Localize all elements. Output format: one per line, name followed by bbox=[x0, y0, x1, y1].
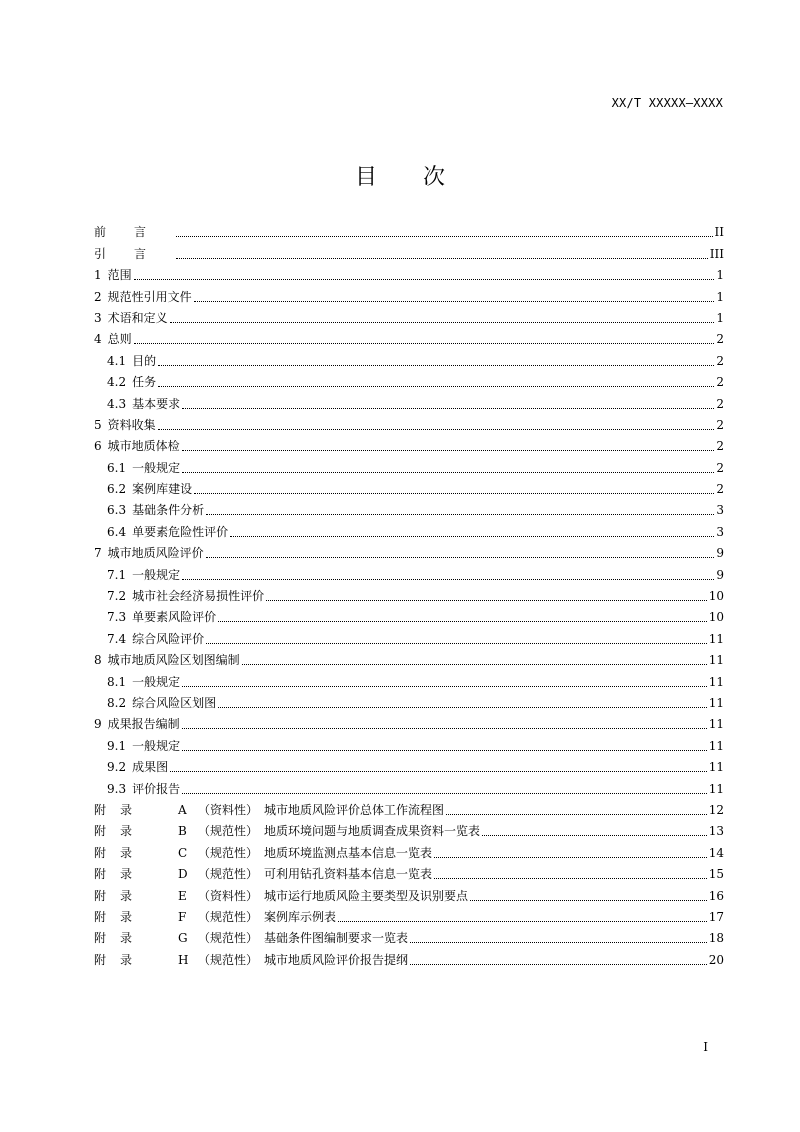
toc-entry-title: 一般规定 bbox=[132, 567, 181, 582]
toc-entry-page: 9 bbox=[716, 546, 724, 561]
toc-entry-number: 5 bbox=[94, 417, 102, 432]
toc-entry-number: 9.1 bbox=[107, 738, 127, 753]
toc-appendix-entry[interactable] bbox=[94, 860, 724, 881]
toc-entry[interactable] bbox=[94, 389, 724, 410]
toc-leader-dots bbox=[182, 407, 714, 409]
toc-entry[interactable] bbox=[94, 304, 724, 325]
appendix-label: 附录 bbox=[94, 909, 147, 924]
toc-entry[interactable] bbox=[94, 346, 724, 367]
toc-entry-title: 城市地质风险区划图编制 bbox=[107, 653, 240, 668]
toc-entry-title: 一般规定 bbox=[132, 674, 181, 689]
toc-entry-number: 4.3 bbox=[107, 396, 127, 411]
toc-leader-dots bbox=[410, 963, 707, 965]
toc-entry[interactable] bbox=[94, 475, 724, 496]
toc-entry-page: 9 bbox=[716, 567, 724, 582]
toc-leader-dots bbox=[338, 920, 707, 922]
toc-leader-dots bbox=[206, 513, 714, 515]
toc-entry-title: 任务 bbox=[132, 375, 157, 390]
toc-leader-dots bbox=[434, 856, 707, 858]
document-code: XX/T XXXXX—XXXX bbox=[611, 96, 723, 110]
appendix-letter: G bbox=[178, 931, 188, 946]
appendix-page: 17 bbox=[708, 909, 724, 924]
appendix-letter: H bbox=[178, 952, 189, 967]
toc-entry[interactable] bbox=[94, 218, 724, 239]
appendix-letter: D bbox=[178, 867, 188, 882]
toc-leader-dots bbox=[218, 706, 707, 708]
toc-leader-dots bbox=[230, 535, 714, 537]
appendix-page: 14 bbox=[708, 845, 724, 860]
toc-entry-title: 前言 bbox=[94, 225, 175, 240]
toc-entry-title: 成果图 bbox=[132, 760, 169, 775]
toc-entry-title: 术语和定义 bbox=[107, 310, 168, 325]
toc-entry[interactable] bbox=[94, 325, 724, 346]
toc-entry-title: 资料收集 bbox=[107, 417, 156, 432]
toc-entry-title: 评价报告 bbox=[132, 781, 181, 796]
toc-entry[interactable] bbox=[94, 560, 724, 581]
table-of-contents bbox=[94, 218, 724, 967]
appendix-label: 附录 bbox=[94, 952, 147, 967]
toc-entry-page: 3 bbox=[716, 524, 724, 539]
toc-appendix-entry[interactable] bbox=[94, 903, 724, 924]
toc-entry-page: 1 bbox=[716, 268, 724, 283]
appendix-label: 附录 bbox=[94, 931, 147, 946]
appendix-type: （规范性） bbox=[198, 867, 259, 882]
toc-entry[interactable] bbox=[94, 539, 724, 560]
toc-appendix-entry[interactable] bbox=[94, 881, 724, 902]
appendix-title: 可利用钻孔资料基本信息一览表 bbox=[264, 867, 433, 882]
toc-entry[interactable] bbox=[94, 496, 724, 517]
toc-entry-title: 城市社会经济易损性评价 bbox=[132, 589, 265, 604]
toc-entry[interactable] bbox=[94, 753, 724, 774]
toc-entry-page: 10 bbox=[708, 589, 724, 604]
appendix-letter: E bbox=[178, 888, 187, 903]
appendix-label: 附录 bbox=[94, 888, 147, 903]
appendix-label: 附录 bbox=[94, 824, 147, 839]
toc-entry-page: 3 bbox=[716, 503, 724, 518]
toc-entry-page: 10 bbox=[708, 610, 724, 625]
toc-entry-page: 2 bbox=[716, 375, 724, 390]
toc-entry[interactable] bbox=[94, 710, 724, 731]
toc-entry-page: 2 bbox=[716, 396, 724, 411]
appendix-type: （规范性） bbox=[198, 952, 259, 967]
toc-leader-dots bbox=[182, 792, 707, 794]
toc-entry-page: III bbox=[709, 246, 724, 261]
toc-entry[interactable] bbox=[94, 517, 724, 538]
toc-entry-page: 2 bbox=[716, 332, 724, 347]
toc-leader-dots bbox=[170, 321, 715, 323]
toc-leader-dots bbox=[434, 877, 707, 879]
toc-entry[interactable] bbox=[94, 731, 724, 752]
toc-leader-dots bbox=[134, 342, 715, 344]
appendix-type: （规范性） bbox=[198, 909, 259, 924]
appendix-page: 20 bbox=[708, 952, 724, 967]
toc-entry-number: 8.2 bbox=[107, 695, 127, 710]
appendix-type: （规范性） bbox=[198, 845, 259, 860]
toc-leader-dots bbox=[218, 620, 707, 622]
toc-entry-title: 规范性引用文件 bbox=[107, 289, 192, 304]
toc-appendix-entry[interactable] bbox=[94, 838, 724, 859]
appendix-label: 附录 bbox=[94, 867, 147, 882]
toc-entry-number: 9 bbox=[94, 717, 102, 732]
toc-entry-title: 总则 bbox=[107, 332, 132, 347]
toc-entry-number: 4.1 bbox=[107, 353, 127, 368]
toc-entry-number: 6 bbox=[94, 439, 102, 454]
toc-entry-number: 6.4 bbox=[107, 524, 127, 539]
toc-entry[interactable] bbox=[94, 453, 724, 474]
appendix-title: 城市运行地质风险主要类型及识别要点 bbox=[264, 888, 469, 903]
toc-leader-dots bbox=[182, 727, 707, 729]
toc-entry[interactable] bbox=[94, 582, 724, 603]
toc-entry-number: 7.4 bbox=[107, 631, 127, 646]
toc-entry[interactable] bbox=[94, 774, 724, 795]
toc-entry-number: 8 bbox=[94, 653, 102, 668]
toc-entry-page: 1 bbox=[716, 310, 724, 325]
toc-entry[interactable] bbox=[94, 624, 724, 645]
appendix-type: （规范性） bbox=[198, 931, 259, 946]
toc-appendix-entry[interactable] bbox=[94, 817, 724, 838]
toc-entry-number: 1 bbox=[94, 268, 102, 283]
toc-entry-number: 7.3 bbox=[107, 610, 127, 625]
toc-entry-number: 7 bbox=[94, 546, 102, 561]
appendix-letter: F bbox=[178, 909, 187, 924]
appendix-type: （资料性） bbox=[198, 888, 259, 903]
toc-entry-title: 城市地质风险评价 bbox=[107, 546, 204, 561]
toc-entry[interactable] bbox=[94, 689, 724, 710]
toc-entry-number: 7.2 bbox=[107, 589, 127, 604]
toc-leader-dots bbox=[410, 941, 707, 943]
toc-entry-title: 单要素风险评价 bbox=[132, 610, 217, 625]
toc-main-list bbox=[94, 218, 724, 796]
appendix-type: （规范性） bbox=[198, 824, 259, 839]
toc-leader-dots bbox=[176, 235, 713, 237]
toc-entry-page: 11 bbox=[708, 695, 724, 710]
toc-leader-dots bbox=[470, 899, 707, 901]
appendix-title: 城市地质风险评价总体工作流程图 bbox=[264, 802, 445, 817]
toc-entry-title: 成果报告编制 bbox=[107, 717, 180, 732]
appendix-title: 基础条件图编制要求一览表 bbox=[264, 931, 409, 946]
toc-entry-number: 4 bbox=[94, 332, 102, 347]
toc-entry-page: II bbox=[714, 225, 724, 240]
toc-leader-dots bbox=[446, 813, 707, 815]
toc-leader-dots bbox=[266, 599, 707, 601]
toc-entry[interactable] bbox=[94, 261, 724, 282]
toc-entry-page: 2 bbox=[716, 353, 724, 368]
toc-entry-title: 目的 bbox=[132, 353, 157, 368]
appendix-type: （资料性） bbox=[198, 802, 259, 817]
toc-entry[interactable] bbox=[94, 282, 724, 303]
toc-entry[interactable] bbox=[94, 646, 724, 667]
appendix-title: 地质环境监测点基本信息一览表 bbox=[264, 845, 433, 860]
toc-leader-dots bbox=[182, 449, 715, 451]
toc-entry-title: 城市地质体检 bbox=[107, 439, 180, 454]
toc-entry[interactable] bbox=[94, 603, 724, 624]
toc-entry-page: 11 bbox=[708, 653, 724, 668]
toc-entry-page: 11 bbox=[708, 738, 724, 753]
toc-entry-title: 一般规定 bbox=[132, 738, 181, 753]
toc-appendix-entry[interactable] bbox=[94, 796, 724, 817]
page-title: 目次 bbox=[354, 165, 491, 190]
toc-entry-title: 范围 bbox=[107, 268, 132, 283]
toc-entry-title: 案例库建设 bbox=[132, 482, 193, 497]
toc-leader-dots bbox=[482, 834, 707, 836]
appendix-letter: B bbox=[178, 824, 187, 839]
appendix-letter: C bbox=[178, 845, 188, 860]
toc-entry-page: 11 bbox=[708, 674, 724, 689]
toc-appendix-entry[interactable] bbox=[94, 924, 724, 945]
toc-entry[interactable] bbox=[94, 239, 724, 260]
toc-entry-title: 引言 bbox=[94, 246, 175, 261]
toc-entry-number: 2 bbox=[94, 289, 102, 304]
toc-leader-dots bbox=[182, 471, 714, 473]
toc-entry-number: 8.1 bbox=[107, 674, 127, 689]
toc-leader-dots bbox=[170, 770, 707, 772]
toc-entry-number: 6.3 bbox=[107, 503, 127, 518]
toc-entry-number: 6.1 bbox=[107, 460, 127, 475]
toc-entry-title: 基本要求 bbox=[132, 396, 181, 411]
toc-entry-page: 2 bbox=[716, 439, 724, 454]
appendix-page: 18 bbox=[708, 931, 724, 946]
toc-leader-dots bbox=[206, 556, 715, 558]
toc-leader-dots bbox=[242, 663, 707, 665]
toc-entry-page: 11 bbox=[708, 631, 724, 646]
toc-entry-page: 1 bbox=[716, 289, 724, 304]
toc-leader-dots bbox=[182, 578, 714, 580]
toc-entry-title: 一般规定 bbox=[132, 460, 181, 475]
toc-entry-title: 基础条件分析 bbox=[132, 503, 205, 518]
page-number: I bbox=[703, 1040, 708, 1054]
toc-entry-number: 3 bbox=[94, 310, 102, 325]
toc-entry-title: 单要素危险性评价 bbox=[132, 524, 229, 539]
toc-entry[interactable] bbox=[94, 432, 724, 453]
toc-entry[interactable] bbox=[94, 368, 724, 389]
toc-entry-page: 2 bbox=[716, 417, 724, 432]
toc-leader-dots bbox=[158, 428, 715, 430]
toc-entry-number: 4.2 bbox=[107, 375, 127, 390]
appendix-title: 案例库示例表 bbox=[264, 909, 337, 924]
toc-leader-dots bbox=[158, 364, 714, 366]
toc-leader-dots bbox=[158, 385, 714, 387]
toc-appendix-list bbox=[94, 796, 724, 967]
appendix-label: 附录 bbox=[94, 802, 147, 817]
toc-leader-dots bbox=[194, 492, 714, 494]
toc-entry-number: 6.2 bbox=[107, 482, 127, 497]
toc-leader-dots bbox=[194, 300, 715, 302]
toc-entry[interactable] bbox=[94, 667, 724, 688]
toc-entry-title: 综合风险区划图 bbox=[132, 695, 217, 710]
toc-entry-number: 9.2 bbox=[107, 760, 127, 775]
appendix-letter: A bbox=[178, 802, 187, 817]
appendix-title: 城市地质风险评价报告提纲 bbox=[264, 952, 409, 967]
toc-entry-number: 7.1 bbox=[107, 567, 127, 582]
toc-entry-number: 9.3 bbox=[107, 781, 127, 796]
toc-leader-dots bbox=[176, 257, 708, 259]
toc-entry-page: 11 bbox=[708, 781, 724, 796]
appendix-page: 13 bbox=[708, 824, 724, 839]
toc-leader-dots bbox=[206, 642, 707, 644]
toc-entry-page: 11 bbox=[708, 717, 724, 732]
toc-entry-page: 11 bbox=[708, 760, 724, 775]
appendix-page: 12 bbox=[708, 802, 724, 817]
appendix-title: 地质环境问题与地质调查成果资料一览表 bbox=[264, 824, 481, 839]
toc-entry-title: 综合风险评价 bbox=[132, 631, 205, 646]
toc-entry-page: 2 bbox=[716, 482, 724, 497]
toc-leader-dots bbox=[182, 749, 707, 751]
toc-leader-dots bbox=[134, 278, 715, 280]
appendix-page: 15 bbox=[708, 867, 724, 882]
toc-entry[interactable] bbox=[94, 411, 724, 432]
toc-leader-dots bbox=[182, 685, 707, 687]
appendix-label: 附录 bbox=[94, 845, 147, 860]
toc-appendix-entry[interactable] bbox=[94, 945, 724, 966]
appendix-page: 16 bbox=[708, 888, 724, 903]
toc-entry-page: 2 bbox=[716, 460, 724, 475]
